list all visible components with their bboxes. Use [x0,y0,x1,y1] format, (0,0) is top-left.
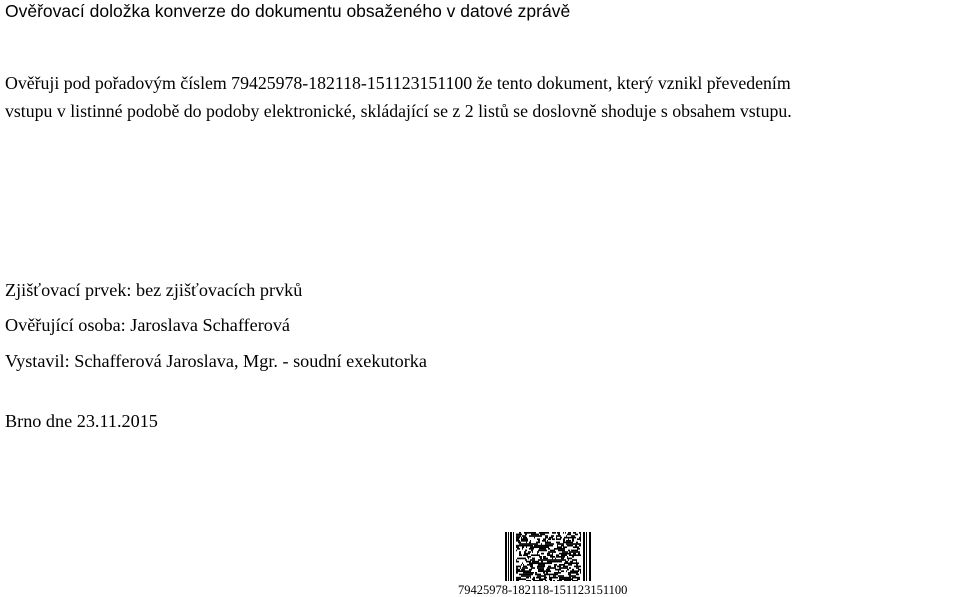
security-feature-line: Zjišťovací prvek: bez zjišťovacích prvků [5,280,303,300]
verifying-person-line: Ověřující osoba: Jaroslava Schafferová [5,315,291,335]
barcode-caption: 79425978-182118-151123151100 [458,583,628,597]
barcode-bars [505,532,591,581]
statement-line-2: vstupu v listinné podobě do podoby elektronické, skládající se z 2 listů se doslovně shoduje s obsahem vstupu. [5,101,792,121]
place-date-line: Brno dne 23.11.2015 [5,411,158,431]
issued-by-line: Vystavil: Schafferová Jaroslava, Mgr. - soudní exekutorka [5,351,427,371]
statement-line-1: Ověřuji pod pořadovým číslem 79425978-182118-151123151100 že tento dokument, který vznikl převedením [5,73,791,93]
barcode-image [505,532,591,581]
clause-title: Ověřovací doložka konverze do dokumentu obsaženého v datové zprávě [5,1,571,21]
